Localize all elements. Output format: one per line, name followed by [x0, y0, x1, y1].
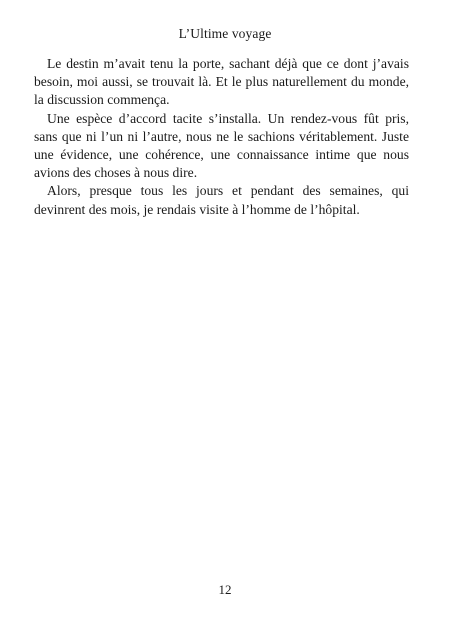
body-text — [34, 55, 409, 219]
paragraph-1: Le destin m’avait tenu la porte, sachant déjà que ce dont j’avais besoin, moi aussi, se trouvait là. Et le plus naturellement du monde, la discussion commença. — [34, 56, 409, 108]
paragraph-3: Alors, presque tous les jours et pendant des semaines, qui devinrent des mois, je rendais visite à l’homme de l’hôpital. — [34, 183, 409, 217]
paragraph-2: Une espèce d’accord tacite s’installa. Un rendez-vous fût pris, sans que ni l’un ni l’autre, nous ne le sachions véritablement. Juste une évidence, une cohérence, une connaissance intime que nous avions des choses à nous dire. — [34, 110, 409, 181]
page-number: 12 — [218, 582, 232, 597]
running-header-title: L’Ultime voyage — [178, 26, 272, 41]
